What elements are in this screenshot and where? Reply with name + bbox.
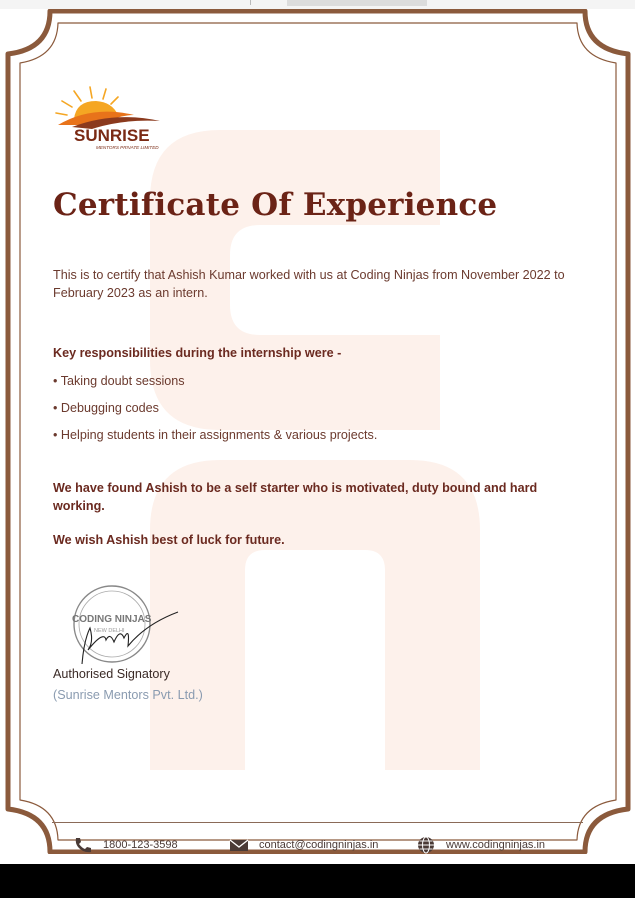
footer-website [416, 836, 545, 854]
list-item: • Debugging codes [53, 399, 377, 426]
signatory-label: Authorised Signatory [53, 667, 170, 681]
list-item: • Taking doubt sessions [53, 372, 377, 399]
phone-number: 1800-123-3598 [103, 839, 178, 851]
website-url: www.codingninjas.in [446, 839, 546, 851]
viewer-divider [250, 0, 251, 5]
footer-phone [73, 836, 178, 854]
globe-icon [416, 836, 436, 854]
certificate-title: Certificate Of Experience [53, 187, 498, 223]
assessment-paragraph: We have found Ashish to be a self starter who is motivated, duty bound and hard working. [53, 481, 538, 513]
mail-icon [229, 836, 249, 854]
signatory-organization: (Sunrise Mentors Pvt. Ltd.) [53, 688, 203, 702]
stamp-text: CODING NINJAS [72, 614, 152, 625]
responsibilities-heading: Key responsibilities during the internship were - [53, 346, 342, 360]
logo-wordmark: SUNRISE [74, 126, 150, 145]
intro-paragraph: This is to certify that Ashish Kumar worked with us at Coding Ninjas from November 2022 to February 2023 as an intern. [53, 268, 565, 300]
sunrise-logo [52, 85, 177, 153]
closing-line: We wish Ashish best of luck for future. [53, 533, 285, 547]
footer-email [229, 836, 378, 854]
responsibilities-list [53, 372, 377, 453]
viewer-bottom-bar [0, 864, 635, 898]
logo-subtitle: MENTORS PRIVATE LIMITED [96, 145, 159, 150]
company-stamp [66, 580, 186, 670]
footer-divider [52, 822, 583, 823]
viewer-top-bar [0, 0, 635, 9]
list-item: • Helping students in their assignments & various projects. [53, 426, 377, 453]
stamp-subtext: NEW DELHI [94, 628, 125, 634]
phone-icon [73, 836, 93, 854]
email-address: contact@codingninjas.in [259, 839, 379, 851]
viewer-tab[interactable] [287, 0, 427, 6]
sun-logo-icon [52, 85, 177, 153]
